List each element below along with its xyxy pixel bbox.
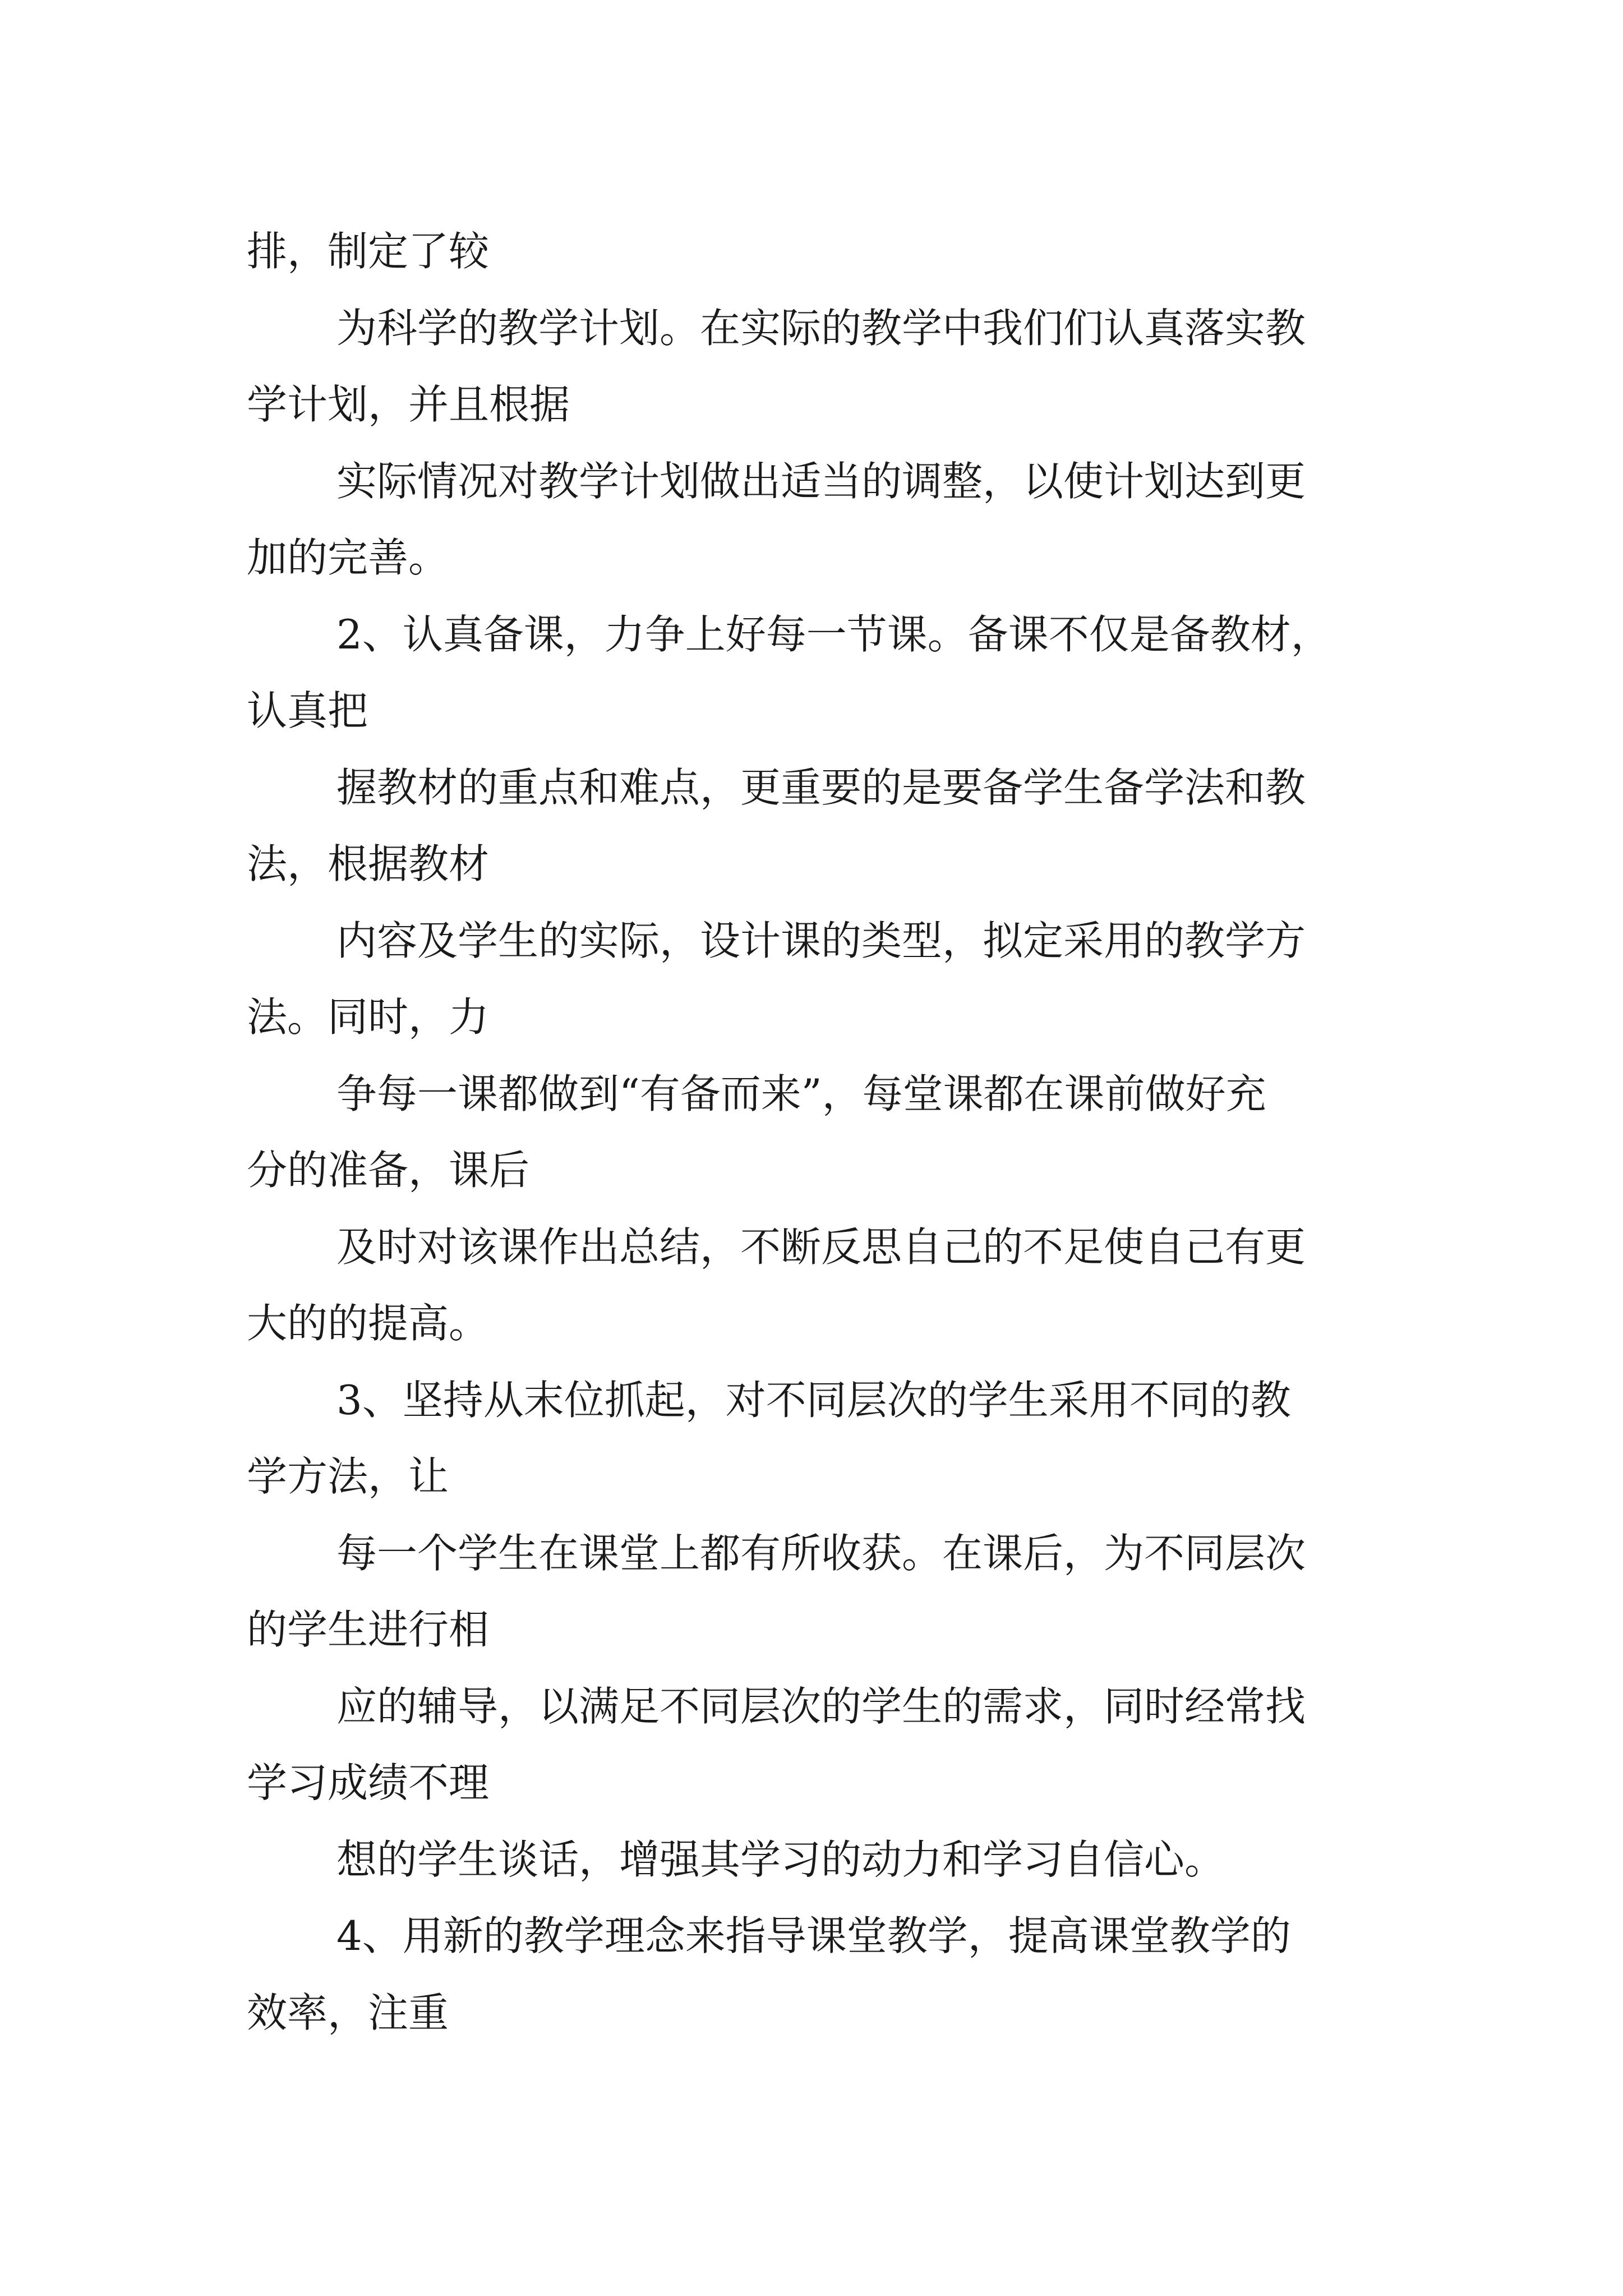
- text-line: 排，制定了较: [247, 228, 490, 275]
- text-line: 大的的提高。: [247, 1300, 490, 1347]
- text-line: 分的准备，课后: [247, 1147, 530, 1194]
- text-line: 加的完善。: [247, 534, 449, 581]
- text-line: 握教材的重点和难点，更重要的是要备学生备学法和教: [336, 763, 1306, 811]
- text-line: 学习成绩不理: [247, 1759, 490, 1806]
- text-line: 认真把: [247, 687, 368, 734]
- text-line: 4、用新的教学理念来指导课堂教学，提高课堂教学的: [336, 1912, 1291, 1959]
- text-line: 法。同时，力: [247, 993, 490, 1041]
- text-line: 效率，注重: [247, 1989, 449, 2036]
- text-line: 每一个学生在课堂上都有所收获。在课后，为不同层次: [336, 1529, 1306, 1577]
- text-line: 学方法，让: [247, 1453, 449, 1500]
- text-line: 内容及学生的实际，设计课的类型，拟定采用的教学方: [336, 917, 1306, 964]
- text-line: 2、认真备课，力争上好每一节课。备课不仅是备教材，: [336, 610, 1331, 658]
- body-text: [247, 213, 1391, 2051]
- text-line: 学计划，并且根据: [247, 381, 570, 428]
- text-line: 为科学的教学计划。在实际的教学中我们们认真落实教: [336, 304, 1306, 352]
- text-line: 应的辅导，以满足不同层次的学生的需求，同时经常找: [336, 1682, 1306, 1730]
- text-line: 的学生进行相: [247, 1606, 490, 1653]
- text-line: 想的学生谈话，增强其学习的动力和学习自信心。: [336, 1835, 1225, 1883]
- text-line: 及时对该课作出总结，不断反思自己的不足使自己有更: [336, 1223, 1306, 1271]
- text-line: 争每一课都做到“有备而来”，每堂课都在课前做好充: [336, 1070, 1266, 1117]
- text-line: 3、坚持从末位抓起，对不同层次的学生采用不同的教: [336, 1376, 1291, 1424]
- text-line: 法，根据教材: [247, 840, 490, 887]
- text-line: 实际情况对教学计划做出适当的调整，以使计划达到更: [336, 457, 1306, 505]
